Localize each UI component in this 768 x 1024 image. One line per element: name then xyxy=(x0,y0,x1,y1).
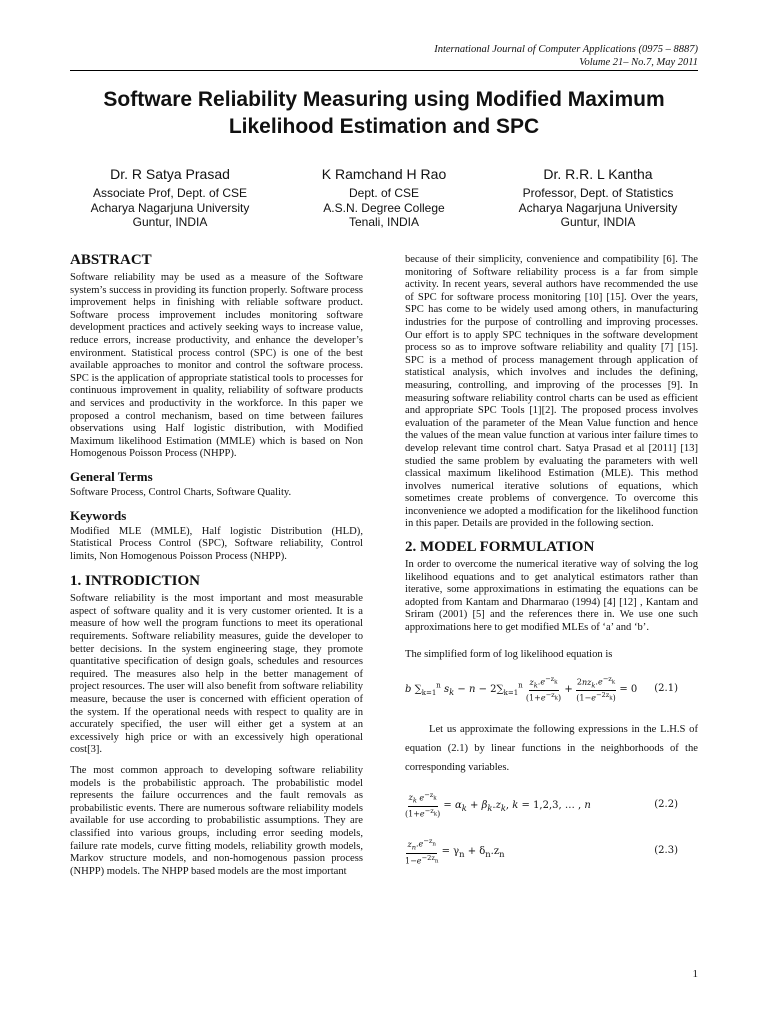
author-affiliation: Guntur, INDIA xyxy=(560,215,636,229)
author-block xyxy=(270,165,498,230)
equation-number: (2.2) xyxy=(654,798,678,810)
author-affiliation: Acharya Nagarjuna University xyxy=(90,200,250,215)
author-affiliation: Guntur, INDIA xyxy=(132,215,208,229)
equation-body: b $\sum_{k=1}^n$ $s_k - n - 2\sum_{k=1}^n$ $\frac{z_k.e^{-z_k}}{(1+e^{-z_k})}$ + $2nz_k.e^{-z_k}$ $(1-e^{-2z_k})$ = 0 xyxy=(405,675,638,704)
right-column xyxy=(405,254,698,874)
model-paragraph: Let us approximate the following expressions in the L.H.S of equation (2.1) by linear functions in the neighborhoods of the corresponding variables. xyxy=(405,723,698,773)
left-column xyxy=(70,252,363,886)
journal-name: International Journal of Computer Applications (0975 – 8887) xyxy=(434,44,698,55)
authors xyxy=(70,165,698,230)
author-affiliation: A.S.N. Degree College xyxy=(323,200,445,215)
paper-title xyxy=(40,86,728,140)
model-paragraph: The simplified form of log likelihood equation is xyxy=(405,648,613,660)
author-affiliation: Professor, Dept. of Statistics xyxy=(522,186,674,200)
journal-header xyxy=(434,44,698,69)
general-terms-heading: General Terms xyxy=(70,468,153,484)
author-name: Dr. R Satya Prasad xyxy=(110,166,230,182)
header-rule xyxy=(70,70,698,71)
abstract-heading: ABSTRACT xyxy=(70,252,152,268)
author-block xyxy=(70,165,270,230)
author-name: K Ramchand H Rao xyxy=(321,166,447,182)
author-affiliation: Associate Prof, Dept. of CSE xyxy=(92,186,248,200)
introduction-paragraph: The most common approach to developing software reliability models is the probabilistic approach. The probabilistic model represents the failure occurrences and the fault removals as probabilistic events. There are numerous software reliability models available for use according to probabilistic assumptions. They are classified into various groups, including error seeding models, failure rate models, curve fitting models, reliability growth models, Markov structure models, and non-homogenous passion process (NHPP) models. The NHPP based models are the most important xyxy=(70,765,363,877)
introduction-heading: 1. INTRODICTION xyxy=(70,573,201,590)
intro-continued-paragraph: because of their simplicity, convenience and compatibility [6]. The monitoring of Software reliability process is a far from simple activity. In recent years, several authors have recommended the use of SPC for software process monitoring [10] [15]. Over the years, SPC has come to be widely used among others, in manufacturing industries for the purpose of controlling and improving processes. Our effort is to apply SPC techniques in the software development process so as to improve software reliability and quality [7] [15]. SPC is a method of process management through application of statistical analysis, which involves and includes the defining, measuring, controlling, and improving of the processes [9]. In measuring software reliability control charts can be used as efficient and appropriate SPC Tools [1][2]. The proposed process involves evaluation of the parameter of the Mean Value function and hence the values of the mean value function at various inter failure times to develop relevant time control chart. Satya Prasad et al [2011] [13] studied the same problem by evaluating the parameters with well classical maximum likelihood Estimation (MLE). This method involves numerical iterative solutions of equations, which sometimes create problems of convergence. To overcome this inconvenience we adopted a modification for the likelihood function in this paper. Details are provided in the following section. xyxy=(405,254,698,530)
author-name: Dr. R.R. L Kantha xyxy=(543,166,653,182)
introduction-paragraph: Software reliability is the most important and most measurable aspect of software quality and it is very customer oriented. It is a measure of how well the program functions to meet its operational requirements. Software reliability measures, guide the developer to better decisions. In the system engineering stage, they promote quantitative specification of design goals, schedules and resources required. The measures also help in the better management of project resources. The user will also benefit from software reliability measure, because the user is concerned with efficient operation of the system. If the operational needs with respect to quality are in accurately specified, the user will either get a system at an excessively high price or with an excessively high operational cost[3]. xyxy=(70,593,363,756)
model-heading: 2. MODEL FORMULATION xyxy=(405,539,595,556)
equation-number: (2.1) xyxy=(654,683,678,695)
general-terms-text: Software Process, Control Charts, Software Quality. xyxy=(70,486,292,498)
author-affiliation: Dept. of CSE xyxy=(348,186,420,200)
equation-body: $\frac{z_k e^{-z_k}}{(1+e^{-z_k})}$ = $\alpha_k + \beta_k.z_k$, k = 1,2,3, … , n xyxy=(405,790,591,819)
keywords-text: Modified MLE (MMLE), Half logistic Distribution (HLD), Statistical Process Control (SPC), Software reliability, Control limits, Non Homogenous Poisson Process (NHPP). xyxy=(70,525,363,562)
equation-2-2 xyxy=(405,791,698,820)
equation-2-1 xyxy=(405,675,698,704)
author-block xyxy=(498,165,698,230)
title-line-2: Likelihood Estimation and SPC xyxy=(228,115,540,138)
page-number: 1 xyxy=(692,968,698,980)
keywords-heading: Keywords xyxy=(70,507,127,523)
journal-volume: Volume 21– No.7, May 2011 xyxy=(579,56,698,68)
author-affiliation: Tenali, INDIA xyxy=(348,215,420,229)
author-affiliation: Acharya Nagarjuna University xyxy=(518,200,678,215)
equation-number: (2.3) xyxy=(654,845,678,857)
model-paragraph: In order to overcome the numerical iterative way of solving the log likelihood equations and to get analytical estimators rather than iterative, some approximations in estimating the equations can be adopted from Kantam and Dharmarao (1994) [4] [12] , Kantam and Sriram (2001) [5] and the references there in. We use one such approximations here to get modified MLEs of ‘a’ and ‘b’. xyxy=(405,559,698,634)
equation-2-3 xyxy=(405,837,698,866)
equation-body: $\frac{z_n.e^{-z_n}}{1-e^{-2z_n}}$ = $\gamma_n + \delta_n.z_n$ xyxy=(405,837,505,866)
title-line-1: Software Reliability Measuring using Modified Maximum xyxy=(103,88,665,111)
abstract-text: Software reliability may be used as a measure of the Software system’s success in providing its function properly. Software process improvement helps in finishing with reliable software product. Software process improvement includes monitoring software development practices and actively seeking ways to increase value, reduce errors, increase productivity, and enhance the developer’s environment. Statistical process control (SPC) is one of the best available approaches to monitor and control the software process. SPC is the application of appropriate statistical tools to processes for continuous improvement in quality, reliability of software products and services and productivity in the workforce. In this paper we proposed a control mechanism, based on time between failures observations using Half logistic distribution, with Modified Maximum likelihood Estimation (MMLE) which is based on Non Homogenous Poisson Process (NHPP). xyxy=(70,272,363,460)
